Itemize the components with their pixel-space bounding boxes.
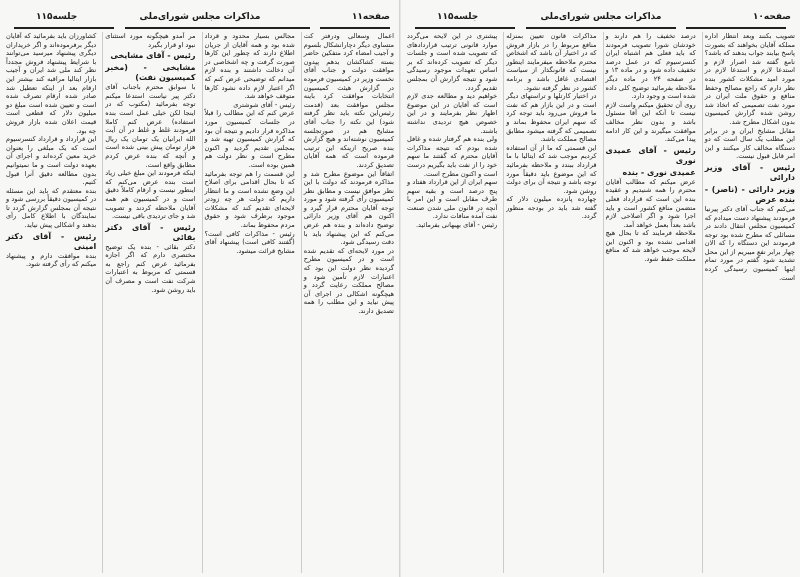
header-rule (14, 27, 114, 29)
paragraph: رئیس - آقای شوشتری (233, 100, 295, 109)
speaker-heading: رئیس - آقای دکتر امینی (6, 231, 97, 251)
paragraph: عرض میکنم که مطالب آقایان محترم را همه شنیدیم و عقیده بنده این است که قرارداد فعلی متضمن منافع کشور است و باید اجرا شود و اگر اصلاحی لازم باشد بعداً بعمل خواهد آمد. (605, 177, 696, 229)
header-rule (686, 27, 786, 29)
paragraph: در اختیار کارتلها و تراستهای دیگر است و در این بازار هم که نفت ما فروش می‌رود باید توجه کرد که سهم ایران محفوظ بماند و تصمیمی که گرفته میشود مطابق مصالح مملکت باشد. (506, 92, 597, 144)
page-title: مذاکرات مجلس شورای‌ملی (139, 12, 261, 22)
paragraph: اعمال وسعالی ودرفتر کت متساوی دیگر دچارانشکال بلسوم و آجیب امضاء کرد متفکین حاضر بسته کشاکشان بدهم پیدون موافقت دولت و جناب آقای نخست وزیر در کمیسیون فرموده در گزارش هیئت کمیسیون انتخابات موافقت کرد باینه مجلس موافقت بعد (قدمت رئیس‌این نکته باید نظر گرفته شود) این نکته را جناب آقای مشایخ هم در صورتجلسه کمیسیون نوشته‌اند و هیچ گزارش بنده صریح ازینکه این ترتیب فرموده است که همه آقایان تصدیق کردند. (303, 32, 394, 169)
paragraph: روی آن تحقیق میکنم واست لازم نیست تا آنکه این آقا مسئول باشد و بدون نظر مخالف موافقت میگیرند و این کار ادامه پیدا می‌کند. (605, 100, 696, 144)
paragraph: اینکه فرمودند این مبلغ خیلی زیاد است بنده عرض می‌کنم که اینطور نیست و ارقام کاملاً دقیق است و در کمیسیون هم همه آقایان ملاحظه کردند و تصویب شد و جای تردیدی باقی نیست. (105, 169, 196, 221)
right-page (400, 0, 800, 577)
page-header (407, 12, 795, 26)
session-number: جلسه۱۱۵ (437, 12, 479, 22)
page-number: صفحه۱۰ (752, 12, 791, 22)
paragraph: مذاکرات قانون تعیین بمنزله منافع مربوط را در بازار فروش که در اختیار آن باشد که اشخاص محترم ملاحظه میفرمایند اینطور نیست که قانونگذار از سیاست اقتصادی غافل باشد و برنامه کشور در نظر گرفته نشود. (506, 32, 597, 92)
paragraph: کشاورزان باید بفرمائید که آقایان دیگر برفرموده‌اند و اگر خریداران دیگری پیشنهاد میرسید می‌توانند با شرایط پیشنهاد فروش مجدداً نظر کند ملی شد ایران و آجیب بازار ایتالیا مراقبه کند بیشتر این ارقام بعد از اینکه تعطیل شد صادر شده ارقام تصرف شده است و تعیین شده است مبلغ دو میلیون دلار که قطعی است قیمت اعلان شده بازار فروش چه بود. (6, 32, 97, 135)
paragraph: این قسمت را هم توجه بفرمائید که تا بحال اقدامی برای اصلاح این وضع نشده است و ما انتظار داریم که دولت هر چه زودتر لایحه‌ای تقدیم کند که مشکلات موجود برطرف شود و حقوق مردم محفوظ بماند. (204, 169, 295, 230)
text-columns (4, 32, 396, 573)
header-rule (320, 27, 390, 29)
speaker-heading: عمیدی نوری - بنده (622, 167, 696, 177)
text-column (503, 32, 598, 573)
paragraph: در مورد لایحه‌ای که تقدیم شده است و در کمیسیون مطرح گردیده نظر دولت این بود که اعتبارات لازم تأمین شود و مصالح مملکت رعایت گردد و هیچگونه اشکالی در اجرای آن پیش نیاید و این مطلب را همه تصدیق دارند. (303, 246, 394, 315)
text-column (405, 32, 499, 573)
paragraph: تصویب بکنند وبعد انتظار اداره مملکه آقایان بخواهند که بصورت پاسخ بیابند جواب بدهند که باشد؟ نامع گفته شد اصرار لازم و استدعا لازم و استدعا لازم در مورد امید مشکلات کشور بنده نظر دارم که راجع مصالح وحفظ منافع و حقوق ملت ایران در مورد نفت تصمیمی که اتخاذ شد روشن شده گزارش کمیسیون بدون اشکال مطرح شد. (704, 32, 795, 126)
paragraph: بنده معتقدم که باید این مسئله در کمیسیون دقیقاً بررسی شود و نتیجه آن بمجلس گزارش گردد تا نمایندگان با اطلاع کامل رأی بدهند و اشکالی پیش نیاید. (6, 186, 97, 230)
page-title: مذاکرات مجلس شورای‌ملی (540, 12, 662, 22)
paragraph: می‌کنم که جناب آقای دکتر پیرنیا فرمودند پیشنهاد دست میدادم که کمیسیون مجلس انتقال دادند در مسائلی که مطرح شده بود توجه فرمودند این دستگاه را که الان چهار برابر نفع میبریم از این محل تشدید شود گفتم در مورد تمام اینها کمیسیون رسیدگی کرده است. (704, 204, 795, 282)
paragraph: عرض کنم که این مطالب را قبلاً در جلسات کمیسیون مورد مذاکره قرار دادیم و نتیجه آن بود که گزارش کمیسیون تهیه شد و بمجلس تقدیم گردید و اکنون مطرح است و نظر دولت هم همین بوده است. (204, 109, 295, 169)
page-header (6, 12, 394, 26)
speaker-heading: رئیس - آقای وزیر دارائی (704, 162, 795, 182)
paragraph: چهارده پانزده میلیون دلار که گفته شد باید در بودجه منظور گردد. (506, 195, 597, 221)
paragraph: دکتر بقائی - بنده یک توضیح مختصری دارم که اگر اجازه بفرمائید عرض کنم راجع به قسمتی که مربوط به اعتبارات شرکت نفت است و مصرف آن باید روشن شود. (105, 242, 196, 294)
speaker-heading: رئیس - آقای مشایخی (110, 51, 196, 61)
paragraph: پیشتری در این لایحه می‌گردد موارد قانونی ترتیب قراردادهای که تصویب شده است و جلسات دیگر که تصویب کرده‌اند که بر اساس تعهدات موجود رسیدگی شود و نتیجه گزارش آن بمجلس تقدیم گردد. (407, 32, 498, 92)
paragraph: مر آمدو هیچگونه مورد استثنای نبود او قرار بگیرد (105, 32, 196, 49)
speaker-heading: رئیس - آقای عمیدی نوری (605, 145, 696, 165)
text-column (202, 32, 297, 573)
paragraph: ولی بنده هم گرفتار شده و غافل شده بودم که نتیجه مذاکرات آقایان محترم که گفتند ما سهم خود را از نفت باید بگیریم درست است و اکنون مطرح است. (407, 135, 498, 178)
paragraph: این قسمتی که ما از آن استفاده کردیم موجب شد که ایتالیا با ما قرارداد ببندد و ملاحظه بفرمائید که این موضوع باید دقیقاً مورد توجه باشد و نتیجه آن برای دولت روشن شود. (506, 143, 597, 195)
paragraph: اتفاقاً این موضوع مطرح شد و مذاکره فرمودند که دولت با این نظر موافق نیست و مطابق نظر کمیسیون رأی گرفته شود و مورد توجه آقایان محترم قرار گیرد و اکنون هم آقای وزیر دارائی توضیح داده‌اند و بنده هم عرض می‌کنم که این پیشنهاد باید با دقت رسیدگی شود. (303, 169, 394, 247)
text-column (702, 32, 797, 573)
text-column (102, 32, 197, 573)
text-columns (405, 32, 797, 573)
paragraph: مقابل مشایخ ایران و در برابر این مطلب یک سال است که دو دستگاه مخالف کار میکنند و این امر قابل قبول نیست. (704, 126, 795, 161)
paragraph: با سوابق محترم باجناب آقای دکتر پیر نیاست استدعا میکنم توجه بفرمائید (مکتوب که در اینجا لکن خیلی عمل است بنده استفاده) عرض کنم کاملا فرمودند غلط و غلط در آن آیت الله ایرانیان یک تومان یک ریال هزار تومان پیش بینی شده است و آنچه که بنده عرض کردم مطابق واقع است. (105, 83, 196, 169)
paragraph: مجالس بسیار محدود و قرداد شده بود و همه آقایان از جریان اطلاع دارند که چطور این کارها صورت گرفت و چه اشخاصی در آن دخالت داشتند و بنده لازم میدانم که توضیحی عرض کنم که اگر اعتبار لازم داده نشود کارها متوقف خواهد شد. (204, 32, 295, 101)
paragraph: خواهیم دید و مطالعه جدی لازم است که آقایان در این موضوع اظهار نظر بفرمایند و در این خصوص هیچ تردیدی نداشته باشند. (407, 92, 498, 135)
paragraph: ملاحظه فرمایند که تا بحال هیچ اقدامی نشده بود و اکنون این لایحه موجب خواهد شد که منافع مملکت حفظ شود. (605, 229, 696, 264)
paragraph: رئیس - مذاکرات کافی است؟ (گفتند کافی است) پیشنهاد آقای مشایخ قرائت میشود. (204, 229, 295, 255)
text-column (4, 32, 98, 573)
paragraph: این قرارداد و قرارداد کنسرسیوم است که یک مبلغی را بعنوان خرید معین کرده‌اند و اجرای آن بعهده دولت است و ما نمیتوانیم بدون مطالعه دقیق آنرا قبول کنیم. (6, 135, 97, 187)
page-number: صفحه۱۱ (351, 12, 390, 22)
page-fold (399, 0, 401, 577)
paragraph: رئیس - آقای بهبهانی بفرمائید. (415, 221, 498, 230)
header-rule (125, 27, 310, 29)
header-rule (526, 27, 676, 29)
paragraph: درصد تخفیف را هم دارند و خودشان شورا تصویب فرمودند که باید فعلی هم اشتباه ایران کنسرسیوم که در عمل درصد تخفیف داده شود و در ماده ۱۳ و در صفحه ۲۴ در ماده دیگر ملاحظه بفرمائید توضیح کلی داده شده است و وجود دارد. (605, 32, 696, 101)
header-rule (415, 27, 515, 29)
text-column (301, 32, 396, 573)
paragraph: سهم ایران از این قرارداد هفتاد و پنج درصد است و بقیه سهم طرف مقابل است و این امر با آنچه در قانون ملی شدن صنعت نفت آمده منافات ندارد. (407, 178, 498, 221)
speaker-heading: مشایخی - (مخبر کمیسیون نفت) (105, 63, 196, 83)
speaker-heading: وزیر دارائی - (ناصر) - بنده عرض (704, 184, 795, 204)
text-column (603, 32, 698, 573)
session-number: جلسه۱۱۵ (36, 12, 78, 22)
speaker-heading: رئیس - آقای دکتر بقائی (105, 222, 196, 242)
paragraph: بنده موافقت دارم و پیشنهاد میکنم که رأی گرفته شود. (6, 251, 97, 269)
